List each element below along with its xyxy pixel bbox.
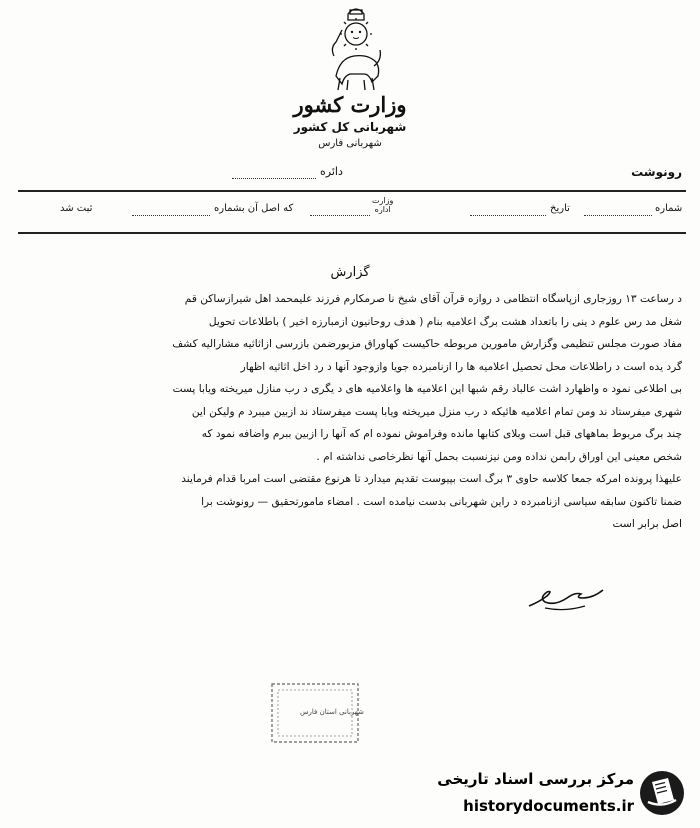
ministry-office-label bbox=[372, 196, 393, 214]
report-line: اصل برابر است bbox=[612, 518, 682, 530]
date-label: تاریخ bbox=[550, 203, 570, 214]
report-line: گرد یده است د راطلاعات محل تحصیل اعلامیه ها را ازنامبرده جویا وازوجود آنها د رد اخل اثاثیه اظهار bbox=[240, 360, 682, 373]
report-line: شهری میفرستاد ند ومن تمام اعلامیه هائیکه د رب منزل میریخته ویابا پست میفرستاد ند ازبین میبرد م ولیکن این bbox=[191, 405, 682, 418]
number-label: شماره bbox=[655, 203, 683, 214]
stamp-text: شهربانی استان فارس bbox=[300, 708, 364, 716]
report-line: شخص معینی این اوراق رابمن نداده ومن نیزنسبت بحمل آنها نظرخاصی نداشته ام . bbox=[316, 450, 682, 463]
report-line: د رساعت ۱۳ روزجاری ازپاسگاه انتظامی د روازه قرآن آقای شیخ نا صرمکارم فرزند علیمحمد اهل شیرازساکن قم bbox=[184, 293, 682, 305]
copy-label: رونوشت bbox=[631, 165, 682, 179]
office-field-label: اداره bbox=[374, 205, 391, 214]
report-line: مفاد صورت مجلس تنظیمی وگزارش مامورین مربوطه حاکیست کهاوراق مزبورضمن بازرسی ازاثاثیه مشارالیه کشف bbox=[172, 338, 682, 350]
watermark-title: مرکز بررسی اسناد تاریخی bbox=[437, 770, 634, 788]
report-line: ضمنا تاکنون سابقه سیاسی ازنامبرده د راین شهربانی بدست نیامده است . امضاء مامورتحقیق — رونوشت برا bbox=[201, 495, 682, 508]
ministry-field-label: وزارت bbox=[372, 196, 394, 205]
header-rule-bottom bbox=[18, 232, 686, 234]
report-line: چند برگ مربوط بماههای قبل است وبلای کتابها مانده وفراموش نموده ام که آنها را ازبین ببرم واضافه نمود که bbox=[201, 428, 682, 440]
original-number-dotted-line bbox=[132, 215, 210, 216]
watermark-url: historydocuments.ir bbox=[463, 797, 634, 815]
signature bbox=[525, 578, 615, 614]
lion-and-sun-emblem bbox=[326, 6, 386, 98]
header-rule-top bbox=[18, 190, 686, 192]
police-fars-title: شهربانی فارس bbox=[318, 138, 382, 149]
report-line: شغل مد رس علوم د ینی را باتعداد هشت برگ اعلامیه بنام ( هدف روحانیون ازمبارزه اخیر ) باطلاعات تحویل bbox=[208, 315, 682, 328]
report-body bbox=[22, 288, 682, 536]
department-dotted-line bbox=[232, 178, 316, 179]
ministry-title: وزارت کشور bbox=[293, 92, 407, 117]
number-dotted-line bbox=[584, 215, 652, 216]
report-line: علیهذا پرونده امرکه جمعا کلاسه حاوی ۳ برگ است بپیوست تقدیم میدارد تا هرنوع مقتضی است امربا قدام فرمایند bbox=[181, 473, 682, 485]
report-line: بی اطلاعی نمود ه واظهارد اشت عالباد رقم شبها این اعلامیه ها واعلامیه های د یگری د رب منازل میریخته ویابا پست bbox=[172, 383, 682, 395]
report-title: گزارش bbox=[330, 265, 370, 280]
date-dotted-line bbox=[470, 215, 546, 216]
registered-label: ثبت شد bbox=[60, 203, 93, 214]
office-dotted-line bbox=[310, 215, 370, 216]
department-label: دائره bbox=[320, 165, 343, 178]
document-logo-icon bbox=[638, 768, 686, 818]
original-number-label: که اصل آن بشماره bbox=[214, 203, 294, 214]
police-general-title: شهربانی کل کشور bbox=[293, 120, 407, 134]
